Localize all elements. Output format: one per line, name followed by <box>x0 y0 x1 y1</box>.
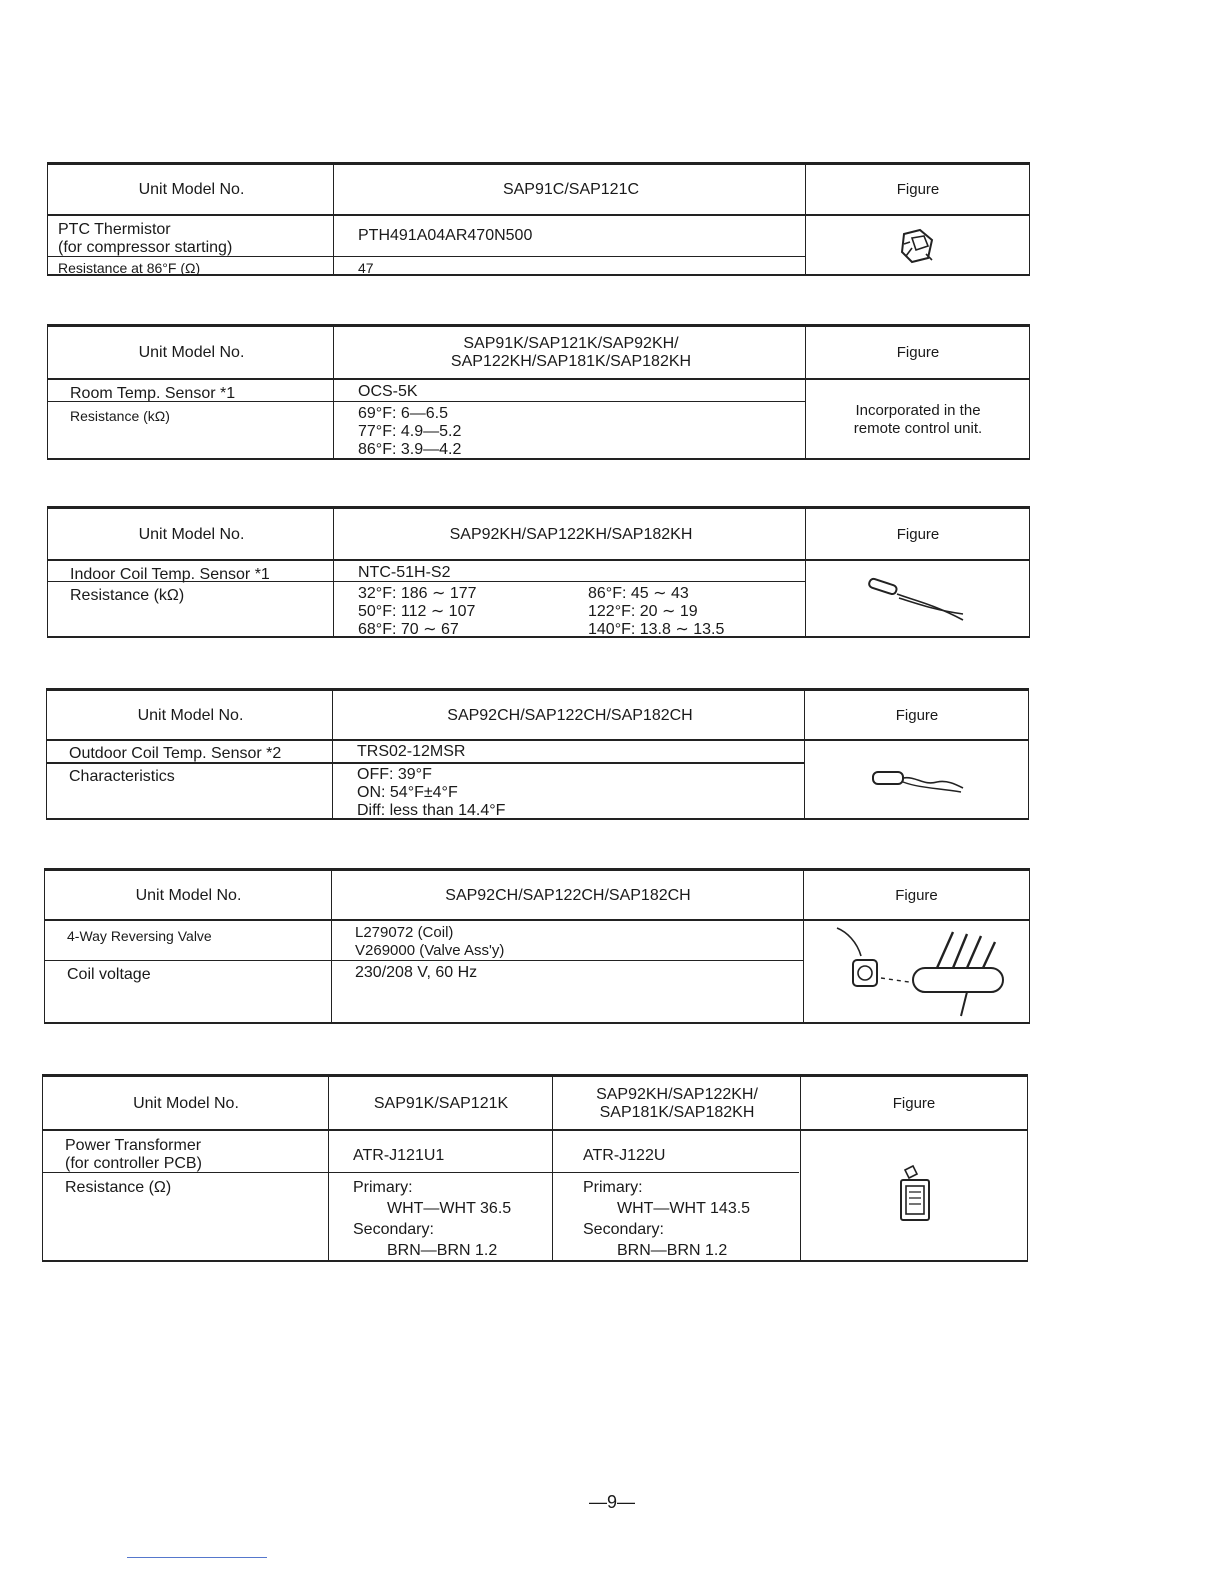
value-line: Primary: <box>583 1179 643 1196</box>
header-models-a <box>329 1077 553 1131</box>
figure-label: Figure <box>895 887 938 904</box>
value-line: L279072 (Coil) <box>355 924 454 941</box>
label-line: (for controller PCB) <box>65 1155 202 1172</box>
row-label-resistance <box>43 1175 328 1195</box>
models-line: SAP181K/SAP182KH <box>599 1104 755 1121</box>
header-unit-model-text: Unit Model No. <box>138 344 245 361</box>
header-unit-model <box>47 691 334 741</box>
value-line: 69°F: 6—6.5 <box>358 405 448 422</box>
label-text: Outdoor Coil Temp. Sensor *2 <box>69 745 282 762</box>
ptc-thermistor-icon <box>898 226 938 266</box>
value-line: OFF: 39°F <box>357 766 432 783</box>
models-text: SAP91C/SAP121C <box>502 181 640 198</box>
figure-cell <box>807 561 1029 636</box>
value-text: 47 <box>358 260 374 276</box>
label-text: Resistance (kΩ) <box>70 408 170 424</box>
header-models-b <box>553 1077 801 1131</box>
value-line: Secondary: <box>583 1221 664 1238</box>
value-line: 140°F: 13.8 ∼ 13.5 <box>588 621 725 638</box>
row-value-resistance-a <box>353 1177 553 1261</box>
header-unit-model <box>48 509 335 561</box>
value-line: Primary: <box>353 1179 413 1196</box>
models-text: SAP92CH/SAP122CH/SAP182CH <box>447 707 693 724</box>
value-line: V269000 (Valve Ass'y) <box>355 942 505 959</box>
header-figure <box>801 1077 1027 1131</box>
header-unit-model-text: Unit Model No. <box>133 1095 239 1112</box>
row-label-resistance <box>48 403 333 423</box>
row-label-ptc <box>48 219 333 259</box>
row-value-resistance-b <box>583 1177 798 1261</box>
value-line: 50°F: 112 ∼ 107 <box>358 603 476 620</box>
value-text: ATR-J122U <box>583 1147 666 1164</box>
row-value-transformer-b <box>583 1147 665 1167</box>
header-unit-model-text: Unit Model No. <box>138 181 245 198</box>
value-line: 86°F: 45 ∼ 43 <box>588 585 689 602</box>
row-label-resistance <box>48 583 333 603</box>
row-value-resistance <box>358 405 461 461</box>
row-label-characteristics <box>47 764 332 784</box>
value-line: 122°F: 20 ∼ 19 <box>588 603 698 620</box>
models-line: SAP91K/SAP121K/SAP92KH/ <box>463 335 679 352</box>
figure-cell <box>806 741 1028 818</box>
row-value-resistance-col2 <box>588 585 724 639</box>
row-label-power-transformer <box>43 1135 328 1175</box>
models-text: SAP92CH/SAP122CH/SAP182CH <box>445 887 691 904</box>
label-line: Power Transformer <box>65 1137 202 1154</box>
row-value-indoor-sensor <box>358 562 450 582</box>
label-text: 4-Way Reversing Valve <box>67 928 212 944</box>
value-line: 68°F: 70 ∼ 67 <box>358 621 459 638</box>
spec-table-room-sensor <box>47 324 1030 460</box>
label-text: Characteristics <box>69 768 175 785</box>
label-line: PTC Thermistor <box>58 221 171 238</box>
header-models <box>334 691 806 741</box>
figure-label: Figure <box>896 344 940 361</box>
header-unit-model-text: Unit Model No. <box>138 526 245 543</box>
spec-table-outdoor-coil-sensor <box>46 688 1029 820</box>
value-line: WHT—WHT 36.5 <box>387 1200 512 1217</box>
spec-table-ptc-thermistor <box>47 162 1030 276</box>
header-unit-model-text: Unit Model No. <box>135 887 242 904</box>
value-line: 32°F: 186 ∼ 177 <box>358 585 477 602</box>
row-label-coil-voltage <box>45 962 331 982</box>
header-figure <box>807 509 1029 561</box>
figure-cell <box>807 381 1029 458</box>
row-value-outdoor-sensor <box>357 741 465 761</box>
row-value-resistance-col1 <box>358 585 477 639</box>
value-text: 230/208 V, 60 Hz <box>355 964 478 981</box>
value-text: TRS02-12MSR <box>357 743 466 760</box>
value-line: BRN—BRN 1.2 <box>387 1242 498 1259</box>
value-line: 77°F: 4.9—5.2 <box>358 423 462 440</box>
label-text: Indoor Coil Temp. Sensor *1 <box>70 566 270 583</box>
models-line: SAP122KH/SAP181K/SAP182KH <box>450 353 692 370</box>
footer-rule <box>127 1557 267 1558</box>
figure-cell <box>807 217 1029 274</box>
header-unit-model <box>43 1077 329 1131</box>
figure-label: Figure <box>895 707 939 724</box>
row-value-ptc <box>358 227 532 247</box>
value-text: ATR-J121U1 <box>353 1147 445 1164</box>
figure-label: Figure <box>892 1095 936 1112</box>
row-label-resistance <box>48 258 333 276</box>
label-text: Coil voltage <box>67 966 151 983</box>
header-models <box>332 871 804 921</box>
value-line: 86°F: 3.9—4.2 <box>358 441 462 458</box>
label-text: Resistance at 86°F (Ω) <box>58 260 201 276</box>
figure-cell <box>805 921 1029 1022</box>
row-value-reversing-valve <box>355 924 504 960</box>
spec-table-reversing-valve <box>44 868 1030 1024</box>
header-figure <box>806 691 1028 741</box>
value-text: NTC-51H-S2 <box>358 564 451 581</box>
header-models <box>335 327 807 379</box>
models-text: SAP91K/SAP121K <box>373 1095 509 1112</box>
spec-table-indoor-coil-sensor <box>47 506 1030 638</box>
figure-label: Figure <box>896 526 940 543</box>
header-models <box>335 165 807 215</box>
models-text: SAP92KH/SAP122KH/SAP182KH <box>449 526 693 543</box>
row-label-outdoor-sensor <box>47 741 332 761</box>
header-unit-model <box>45 871 332 921</box>
row-value-transformer-a <box>353 1147 444 1167</box>
value-line: Diff: less than 14.4°F <box>357 802 506 819</box>
transformer-icon <box>893 1164 937 1228</box>
header-figure <box>807 165 1029 215</box>
row-label-reversing-valve <box>45 923 331 943</box>
figure-label: Figure <box>896 181 940 198</box>
value-line: Secondary: <box>353 1221 434 1238</box>
header-unit-model-text: Unit Model No. <box>137 707 244 724</box>
temp-sensor-probe-icon <box>863 574 973 624</box>
row-value-resistance <box>358 259 374 277</box>
label-text: Resistance (kΩ) <box>70 587 185 604</box>
spec-table-power-transformer <box>42 1074 1028 1262</box>
label-text: Room Temp. Sensor *1 <box>70 385 236 402</box>
row-value-coil-voltage <box>355 962 477 982</box>
figure-note-line: Incorporated in the <box>855 401 981 419</box>
row-label-indoor-sensor <box>48 562 333 582</box>
page-number: —9— <box>588 1492 635 1512</box>
header-figure <box>807 327 1029 379</box>
header-unit-model <box>48 165 335 215</box>
value-text: PTH491A04AR470N500 <box>358 227 533 244</box>
label-line: (for compressor starting) <box>58 239 233 256</box>
thermostat-switch-icon <box>867 760 967 800</box>
value-text: OCS-5K <box>358 383 418 400</box>
header-models <box>335 509 807 561</box>
figure-cell <box>802 1131 1027 1260</box>
value-line: BRN—BRN 1.2 <box>617 1242 728 1259</box>
figure-note-line: remote control unit. <box>853 419 983 437</box>
value-line: ON: 54°F±4°F <box>357 784 458 801</box>
header-unit-model <box>48 327 335 379</box>
models-line: SAP92KH/SAP122KH/ <box>596 1086 758 1103</box>
value-line: WHT—WHT 143.5 <box>617 1200 751 1217</box>
reversing-valve-icon <box>817 922 1017 1022</box>
row-value-characteristics <box>357 766 505 820</box>
row-label-room-sensor <box>48 381 333 401</box>
header-figure <box>804 871 1029 921</box>
label-text: Resistance (Ω) <box>65 1179 172 1196</box>
row-value-room-sensor <box>358 381 418 401</box>
